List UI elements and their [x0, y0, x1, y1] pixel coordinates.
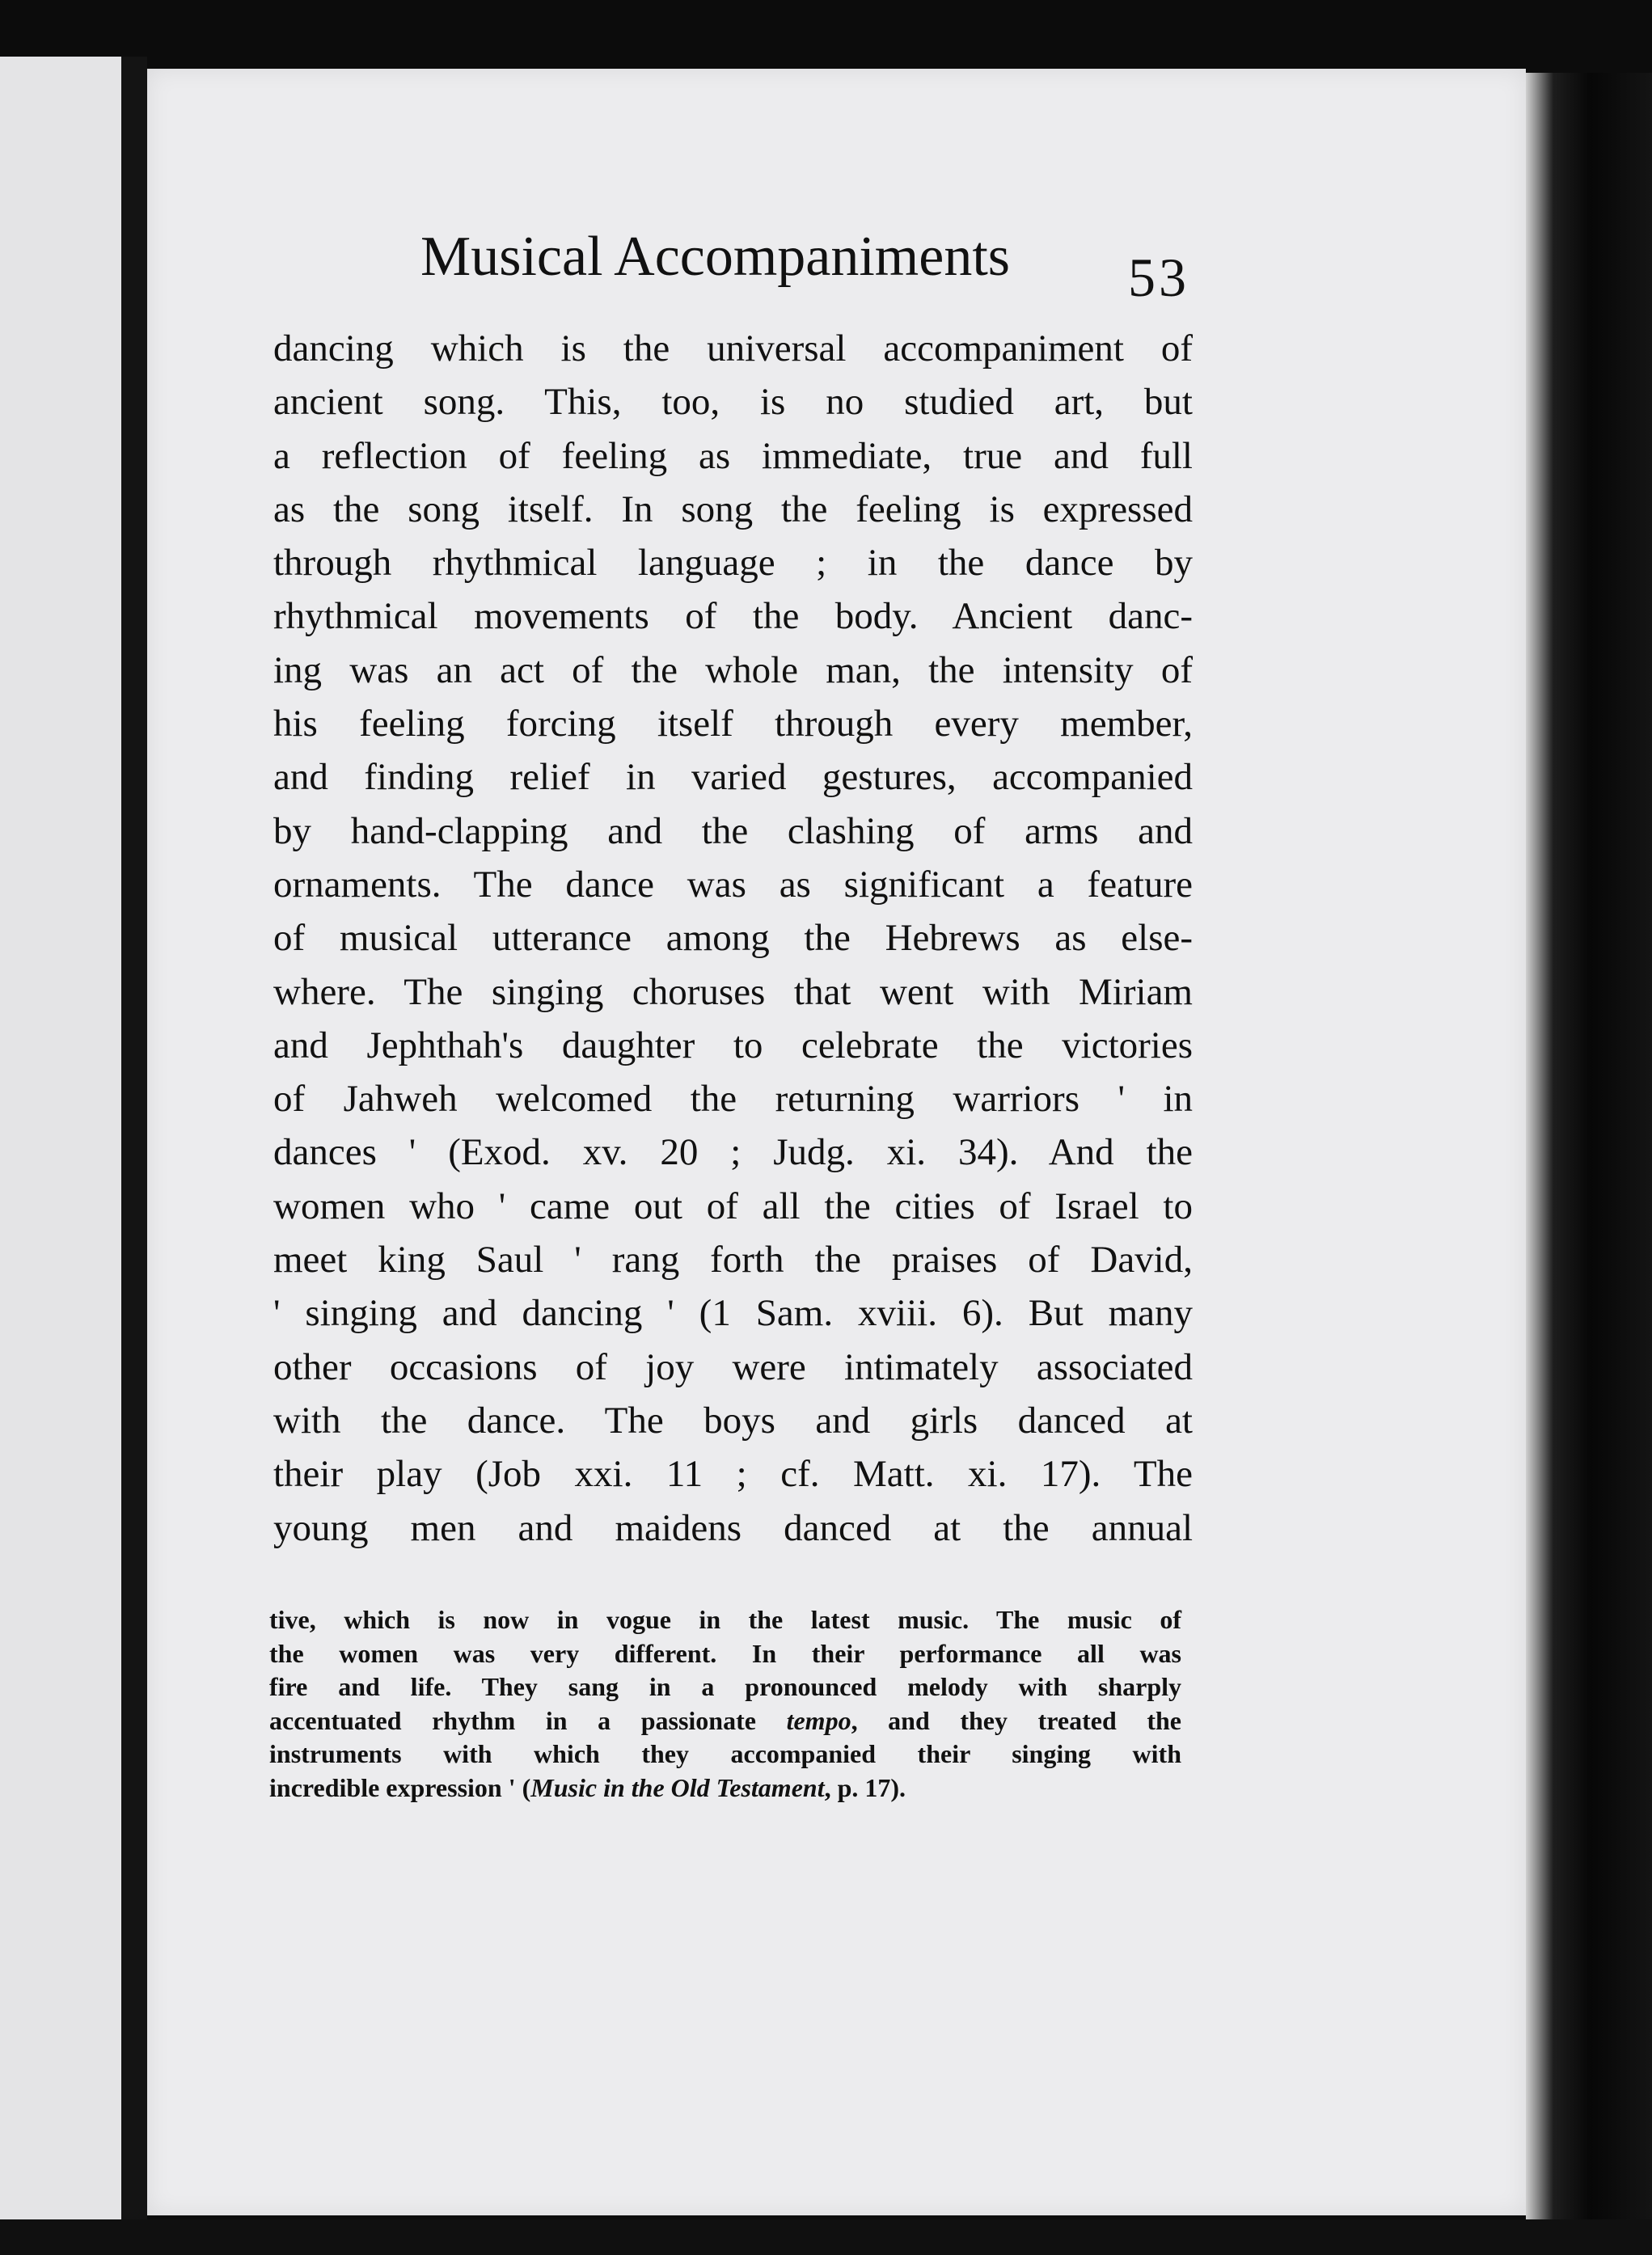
- footnote-line: [269, 1771, 1181, 1805]
- body-line: where. The singing choruses that went with Miriam: [273, 970, 1193, 1013]
- body-line: ' singing and dancing ' (1 Sam. xviii. 6). But many: [273, 1292, 1193, 1335]
- running-head-title: Musical Accompaniments: [420, 226, 1011, 288]
- body-line: women who ' came out of all the cities of Israel to: [273, 1185, 1193, 1227]
- body-line: and finding relief in varied gestures, accompanied: [273, 756, 1193, 799]
- body-line: and Jephthah's daughter to celebrate the victories: [273, 1024, 1193, 1066]
- body-line: young men and maidens danced at the annual: [273, 1506, 1193, 1549]
- body-line: by hand-clapping and the clashing of arms and: [273, 809, 1193, 852]
- body-line: ing was an act of the whole man, the intensity of: [273, 648, 1193, 691]
- scan-binding-shadow: [121, 57, 147, 2223]
- footnote-italic-tempo: tempo: [786, 1705, 851, 1735]
- body-text: [273, 322, 1193, 1555]
- body-line: dancing which is the universal accompaniment of: [273, 327, 1193, 369]
- body-line: with the dance. The boys and girls danced at: [273, 1399, 1193, 1442]
- footnote-line: the women was very different. In their performance all was: [269, 1638, 1181, 1668]
- body-line: a reflection of feeling as immediate, true and full: [273, 434, 1193, 477]
- footnote-line: fire and life. They sang in a pronounced melody with sharply: [269, 1672, 1181, 1701]
- body-line: as the song itself. In song the feeling is expressed: [273, 488, 1193, 530]
- body-line: other occasions of joy were intimately associated: [273, 1345, 1193, 1388]
- body-line: ancient song. This, too, is no studied art, but: [273, 381, 1193, 424]
- footnote: [269, 1603, 1181, 1805]
- body-line: of Jahweh welcomed the returning warriors ' in: [273, 1078, 1193, 1121]
- footnote-text: accentuated rhythm in a passionate: [269, 1705, 787, 1735]
- footnote-line: instruments with which they accompanied their singing with: [269, 1739, 1181, 1768]
- footnote-text: , p. 17).: [824, 1772, 906, 1802]
- body-line: meet king Saul ' rang forth the praises of David,: [273, 1239, 1193, 1282]
- footnote-italic-title: Music in the Old Testament: [530, 1772, 825, 1802]
- body-line: dances ' (Exod. xv. 20 ; Judg. xi. 34). And the: [273, 1131, 1193, 1174]
- body-line: through rhythmical language ; in the dance by: [273, 542, 1193, 585]
- scan-bottom-edge: [0, 2219, 1652, 2255]
- body-line: his feeling forcing itself through every member,: [273, 703, 1193, 745]
- scan-left-margin: [0, 57, 121, 2223]
- footnote-line: [269, 1704, 1181, 1738]
- footnote-text: incredible expression ' (: [269, 1772, 531, 1802]
- footnote-line: tive, which is now in vogue in the latest music. The music of: [269, 1605, 1181, 1634]
- scan-right-edge: [1526, 73, 1652, 2255]
- body-line: their play (Job xxi. 11 ; cf. Matt. xi. 17). The: [273, 1453, 1193, 1496]
- body-line: rhythmical movements of the body. Ancient danc-: [273, 595, 1193, 638]
- footnote-text: , and they treated the: [851, 1705, 1182, 1735]
- body-line: of musical utterance among the Hebrews as else-: [273, 917, 1193, 960]
- page-number: 53: [1128, 247, 1189, 308]
- body-line: ornaments. The dance was as significant a feature: [273, 863, 1193, 906]
